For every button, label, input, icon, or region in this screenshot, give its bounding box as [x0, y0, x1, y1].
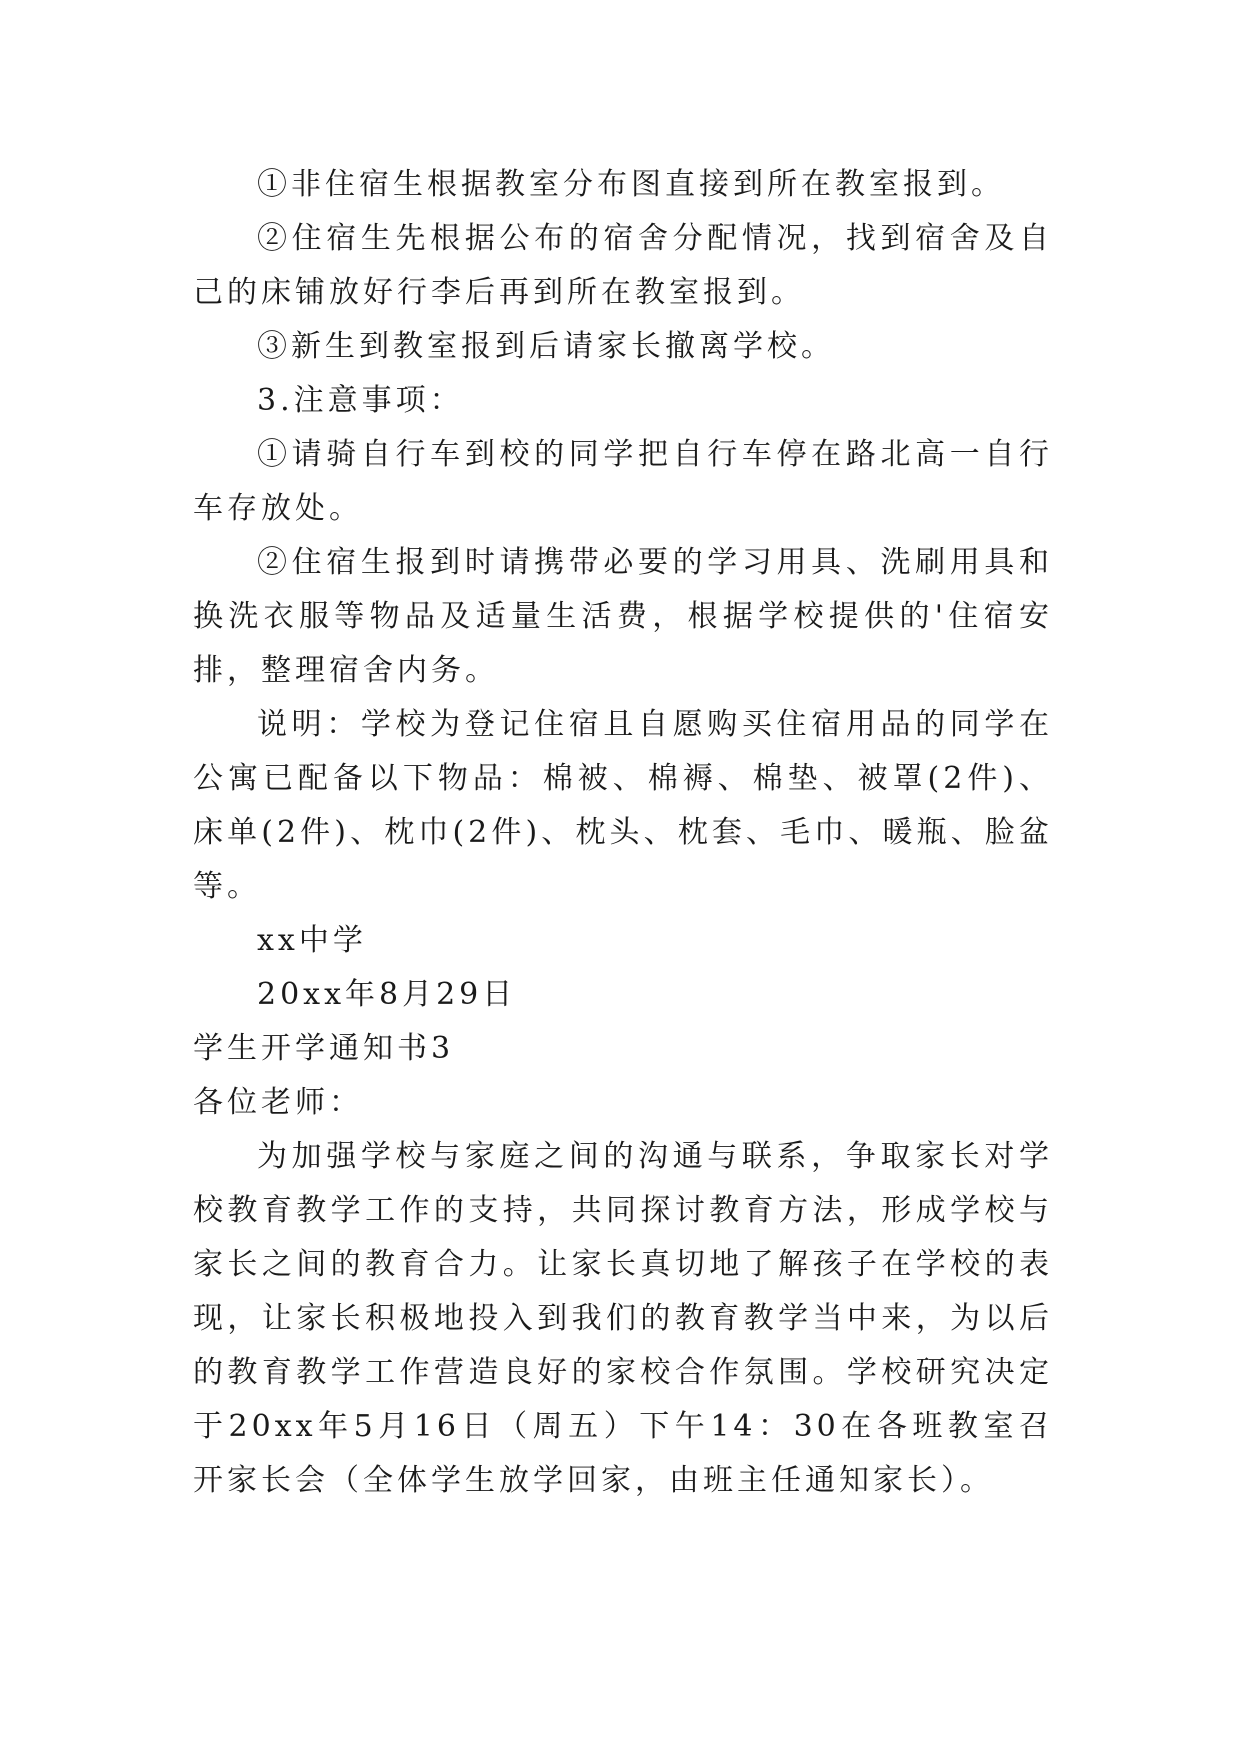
- paragraph-parents-leave: ③新生到教室报到后请家长撤离学校。: [257, 329, 835, 364]
- signature-date: 20xx年8月29日: [257, 977, 517, 1012]
- salutation: 各位老师：: [193, 1085, 363, 1120]
- paragraph-explanation: 说明：学校为登记住宿且自愿购买住宿用品的同学在公寓已配备以下物品：棉被、棉褥、棉垫、被罩(2件)、床单(2件)、枕巾(2件)、枕头、枕套、毛巾、暖瓶、脸盆等。: [193, 707, 1053, 904]
- paragraph-resident-report: ②住宿生先根据公布的宿舍分配情况，找到宿舍及自己的床铺放好行李后再到所在教室报到。: [193, 221, 1053, 310]
- paragraph-nonresident-report: ①非住宿生根据教室分布图直接到所在教室报到。: [257, 167, 1005, 202]
- paragraph-resident-supplies: ②住宿生报到时请携带必要的学习用具、洗刷用具和换洗衣服等物品及适量生活费，根据学校提供的'住宿安排，整理宿舍内务。: [193, 545, 1053, 688]
- paragraph-bicycle: ①请骑自行车到校的同学把自行车停在路北高一自行车存放处。: [193, 437, 1053, 526]
- signature-school: xx中学: [257, 923, 367, 958]
- notice-title: 学生开学通知书3: [193, 1031, 455, 1066]
- document-body: [193, 158, 1053, 1508]
- paragraph-parent-meeting: 为加强学校与家庭之间的沟通与联系，争取家长对学校教育教学工作的支持，共同探讨教育方法，形成学校与家长之间的教育合力。让家长真切地了解孩子在学校的表现，让家长积极地投入到我们的教育教学当中来，为以后的教育教学工作营造良好的家校合作氛围。学校研究决定于20xx年5月16日（周五）下午14：30在各班教室召开家长会（全体学生放学回家，由班主任通知家长）。: [193, 1139, 1053, 1498]
- section-heading-notes: 3.注意事项：: [257, 383, 464, 418]
